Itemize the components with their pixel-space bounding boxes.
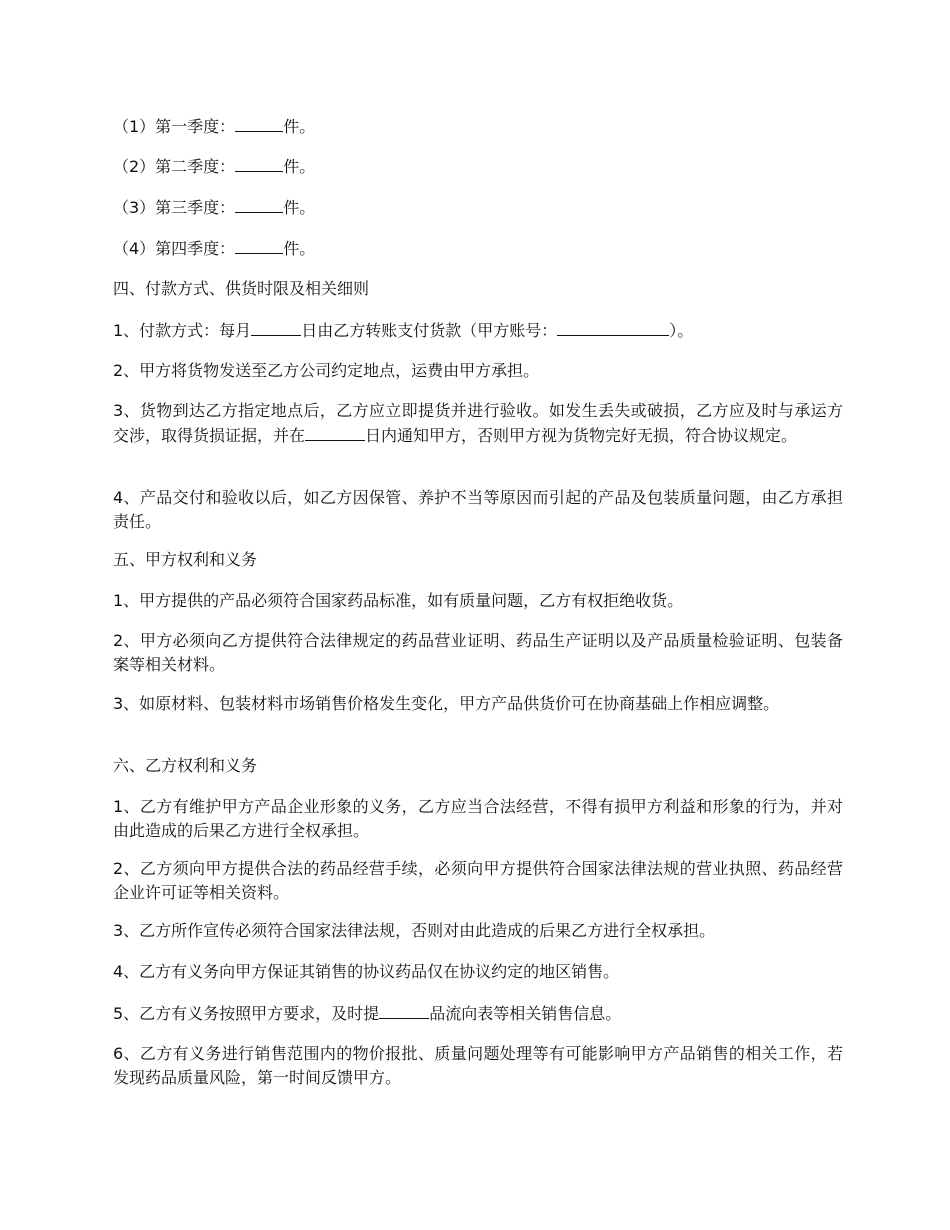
section6-item-3: 3、乙方所作宣传必须符合国家法律法规，否则对由此造成的后果乙方进行全权承担。 — [113, 921, 716, 940]
fill-blank — [235, 114, 283, 132]
fill-blank — [379, 1001, 429, 1019]
section-heading-6: 六、乙方权利和义务 — [113, 756, 258, 775]
section4-item-3: 3、货物到达乙方指定地点后，乙方应立即提货并进行验收。如发生丢失或破损，乙方应及时与承运方交涉，取得货损证据，并在 日内通知甲方，否则甲方视为货物完好无损，符合协议规定。 — [113, 401, 843, 445]
fill-blank — [235, 154, 283, 172]
section4-item-2: 2、甲方将货物发送至乙方公司约定地点，运费由甲方承担。 — [113, 361, 540, 380]
section6-item-1: 1、乙方有维护甲方产品企业形象的义务，乙方应当合法经营，不得有损甲方利益和形象的行为，并对由此造成的后果乙方进行全权承担。 — [113, 797, 843, 840]
fill-blank — [235, 236, 283, 254]
quarter-line-4: （4）第四季度： 件。 — [113, 236, 843, 261]
quarter-line-1: （1）第一季度： 件。 — [113, 114, 843, 139]
section5-item-2: 2、甲方必须向乙方提供符合法律规定的药品营业证明、药品生产证明以及产品质量检验证明、包装备案等相关材料。 — [113, 631, 843, 674]
section6-item-6: 6、乙方有义务进行销售范围内的物价报批、质量问题处理等有可能影响甲方产品销售的相关工作，若发现药品质量风险，第一时间反馈甲方。 — [113, 1044, 843, 1087]
fill-blank — [251, 318, 301, 336]
section-heading-5: 五、甲方权利和义务 — [113, 550, 258, 569]
section6-item-4: 4、乙方有义务向甲方保证其销售的协议药品仅在协议约定的地区销售。 — [113, 962, 620, 981]
section6-item-2: 2、乙方须向甲方提供合法的药品经营手续，必须向甲方提供符合国家法律法规的营业执照、药品经营企业许可证等相关资料。 — [113, 859, 843, 902]
quarter-line-3: （3）第三季度： 件。 — [113, 195, 843, 220]
section4-item-4: 4、产品交付和验收以后，如乙方因保管、养护不当等原因而引起的产品及包装质量问题，由乙方承担责任。 — [113, 488, 843, 531]
section4-item-1: 1、付款方式：每月 日由乙方转账支付货款（甲方账号： ）。 — [113, 318, 843, 343]
section-heading-4: 四、付款方式、供货时限及相关细则 — [113, 279, 370, 298]
section5-item-3: 3、如原材料、包装材料市场销售价格发生变化，甲方产品供货价可在协商基础上作相应调整。 — [113, 694, 780, 713]
quarter-line-2: （2）第二季度： 件。 — [113, 154, 843, 179]
fill-blank — [305, 423, 365, 441]
fill-blank — [235, 195, 283, 213]
section5-item-1: 1、甲方提供的产品必须符合国家药品标准，如有质量问题，乙方有权拒绝收货。 — [113, 591, 684, 610]
section6-item-5: 5、乙方有义务按照甲方要求，及时提 品流向表等相关销售信息。 — [113, 1001, 843, 1026]
fill-blank — [557, 318, 669, 336]
